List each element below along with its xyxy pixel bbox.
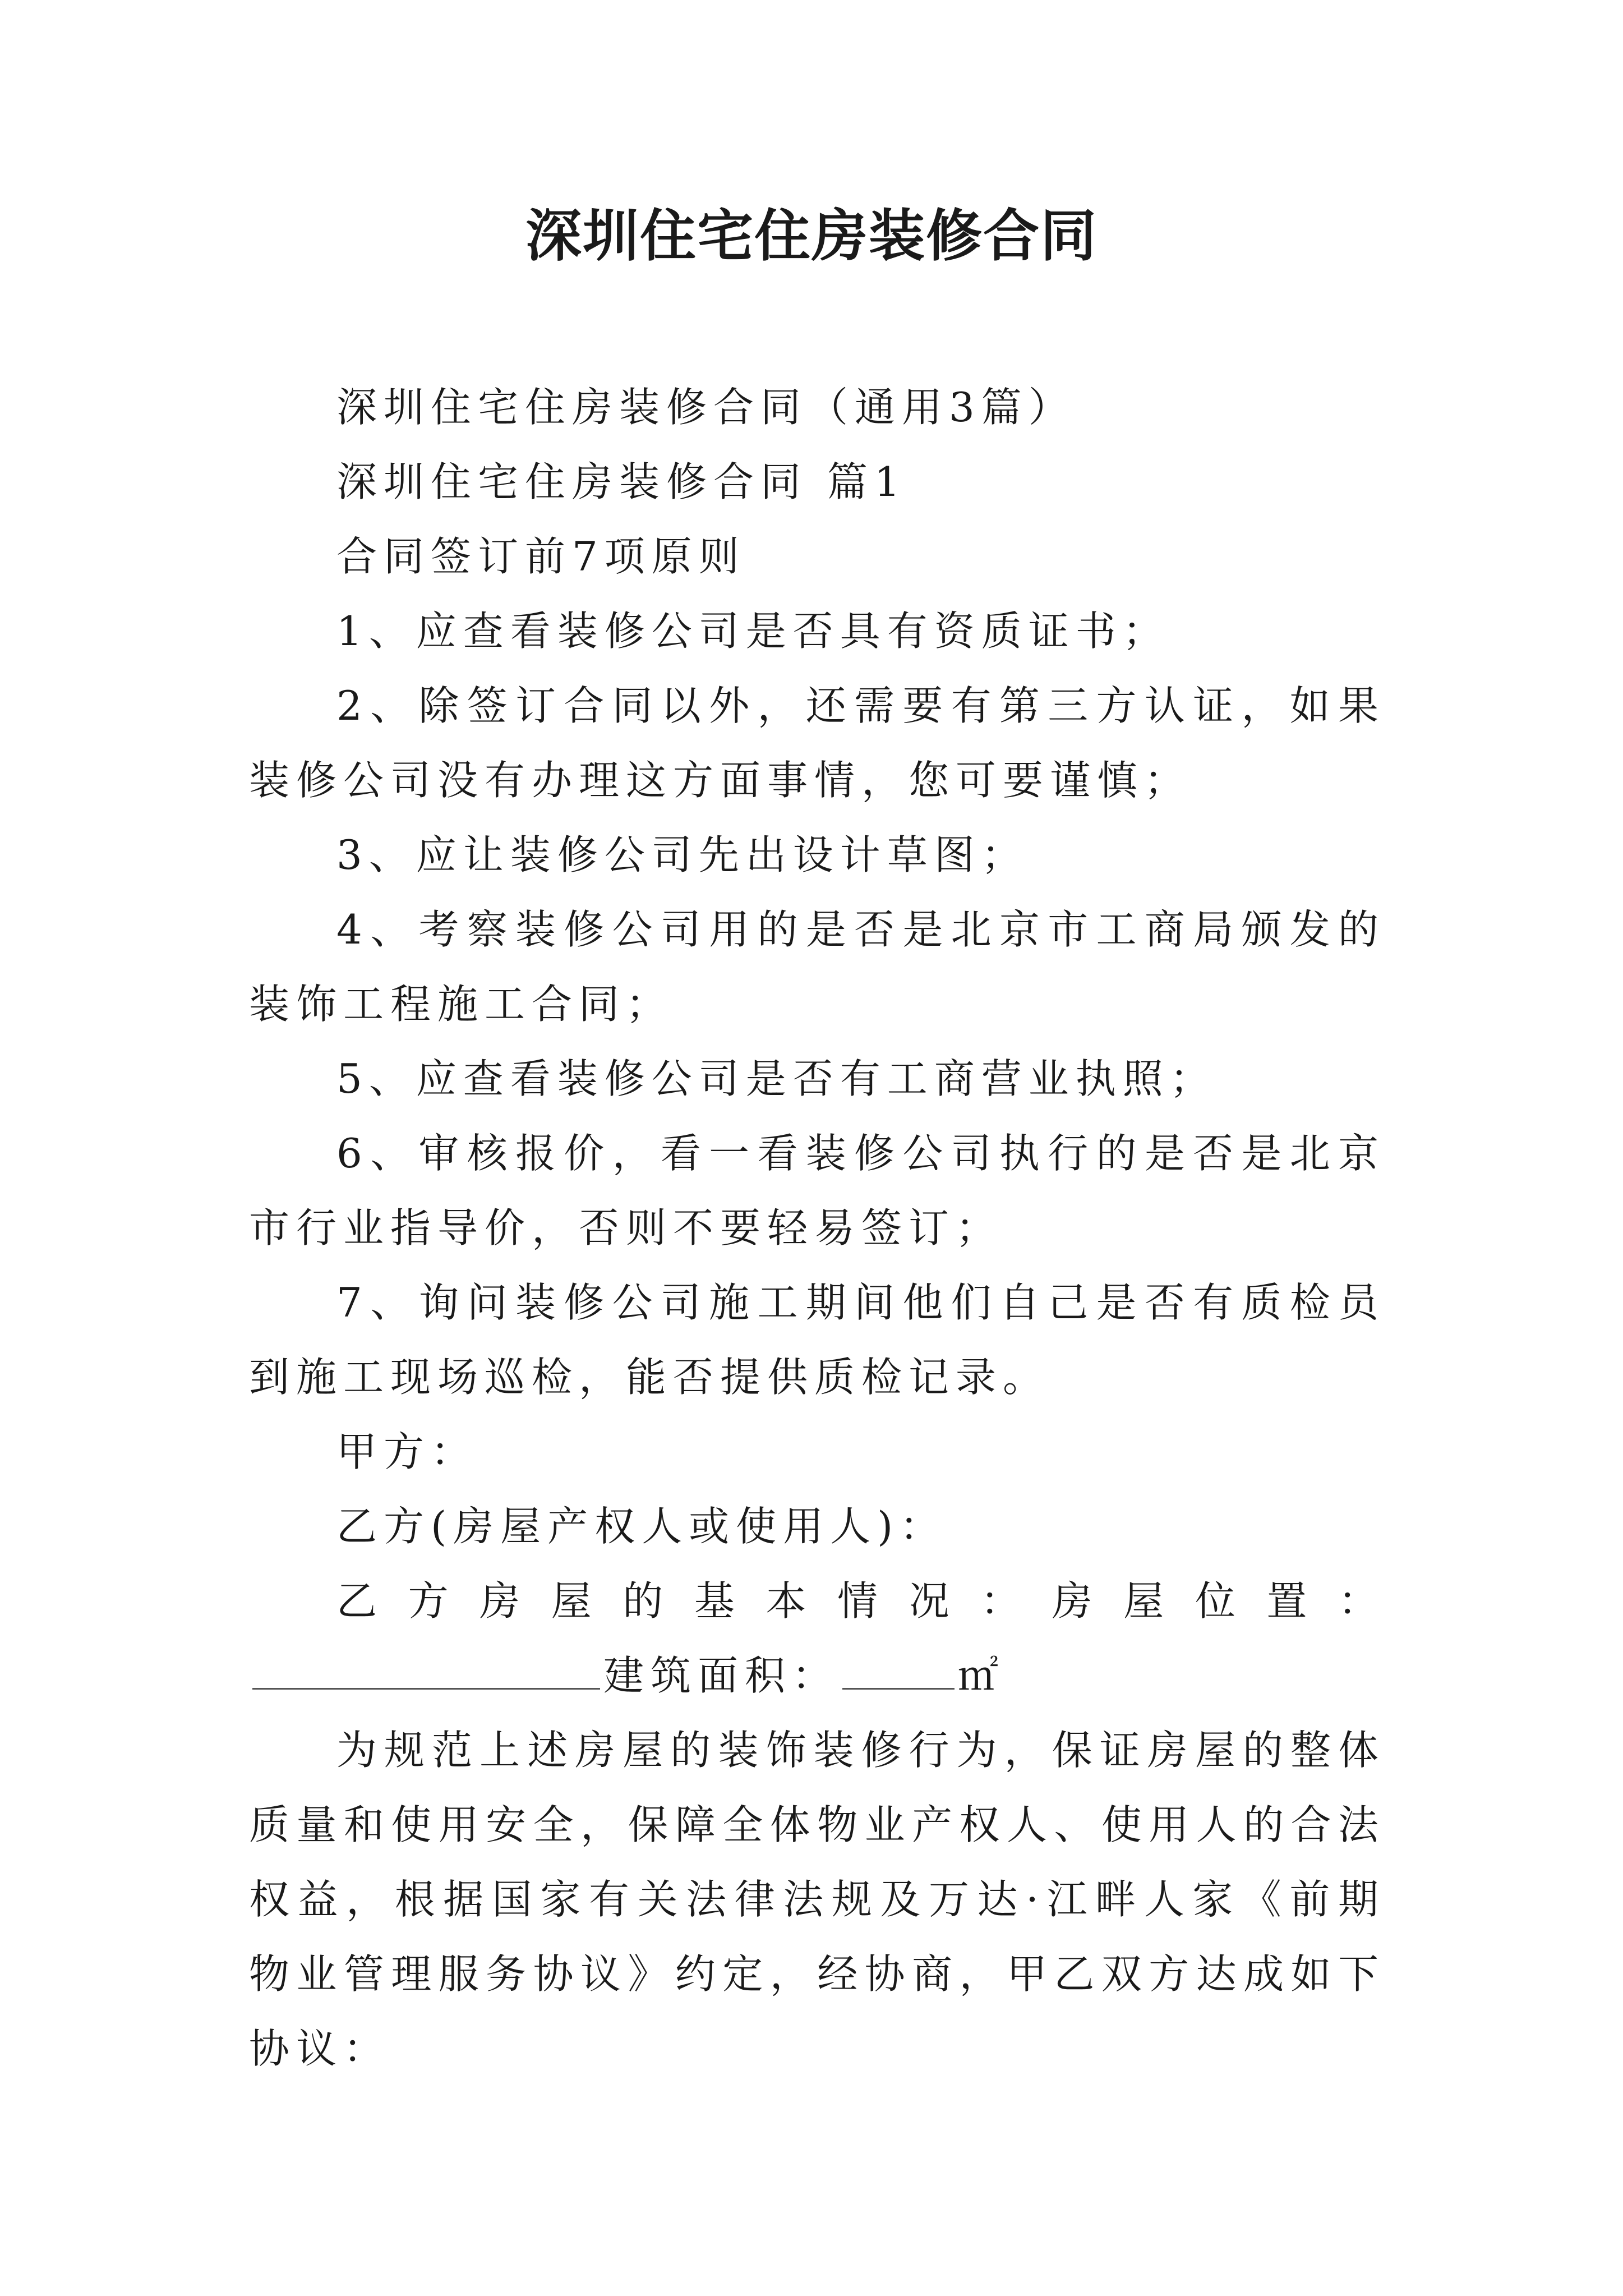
house-info-paragraph bbox=[249, 1564, 1385, 1713]
document-title: 深圳住宅住房装修合同 bbox=[525, 203, 1098, 269]
principle-item: 7、询问装修公司施工期间他们自己是否有质检员到施工现场巡检，能否提供质检记录。 bbox=[249, 1279, 1385, 1401]
principle-item: 4、考察装修公司用的是否是北京市工商局颁发的装饰工程施工合同； bbox=[249, 906, 1385, 1028]
principles-heading: 合同签订前7项原则 bbox=[336, 533, 746, 580]
house-info-prefix: 乙方房屋的基本情况：房屋位置： bbox=[336, 1577, 1385, 1625]
area-unit: ㎡ bbox=[958, 1652, 1006, 1699]
principle-item: 2、除签订合同以外，还需要有第三方认证，如果装修公司没有办理这方面事情，您可要谨慎； bbox=[249, 682, 1385, 804]
house-location-blank bbox=[252, 1653, 600, 1690]
section-heading: 深圳住宅住房装修合同 篇1 bbox=[336, 458, 907, 505]
party-b-line: 乙方(房屋产权人或使用人)： bbox=[336, 1503, 947, 1550]
house-info-mid: 建筑面积： bbox=[603, 1652, 840, 1699]
document-body bbox=[249, 370, 1385, 2086]
party-a-line: 甲方： bbox=[336, 1428, 478, 1475]
principle-item: 5、应查看装修公司是否有工商营业执照； bbox=[336, 1055, 1217, 1102]
agreement-paragraph: 为规范上述房屋的装饰装修行为，保证房屋的整体质量和使用安全，保障全体物业产权人、使用人的合法权益，根据国家有关法律法规及万达·江畔人家《前期物业管理服务协议》约定，经协商，甲乙双方达成如下协议： bbox=[249, 1727, 1385, 2072]
principle-item: 3、应让装修公司先出设计草图； bbox=[336, 831, 1029, 878]
document-subtitle: 深圳住宅住房装修合同（通用3篇） bbox=[336, 384, 1076, 431]
floor-area-blank bbox=[842, 1653, 955, 1690]
principle-item: 6、审核报价，看一看装修公司执行的是否是北京市行业指导价，否则不要轻易签订； bbox=[249, 1130, 1385, 1251]
principle-item: 1、应查看装修公司是否具有资质证书； bbox=[336, 608, 1170, 655]
